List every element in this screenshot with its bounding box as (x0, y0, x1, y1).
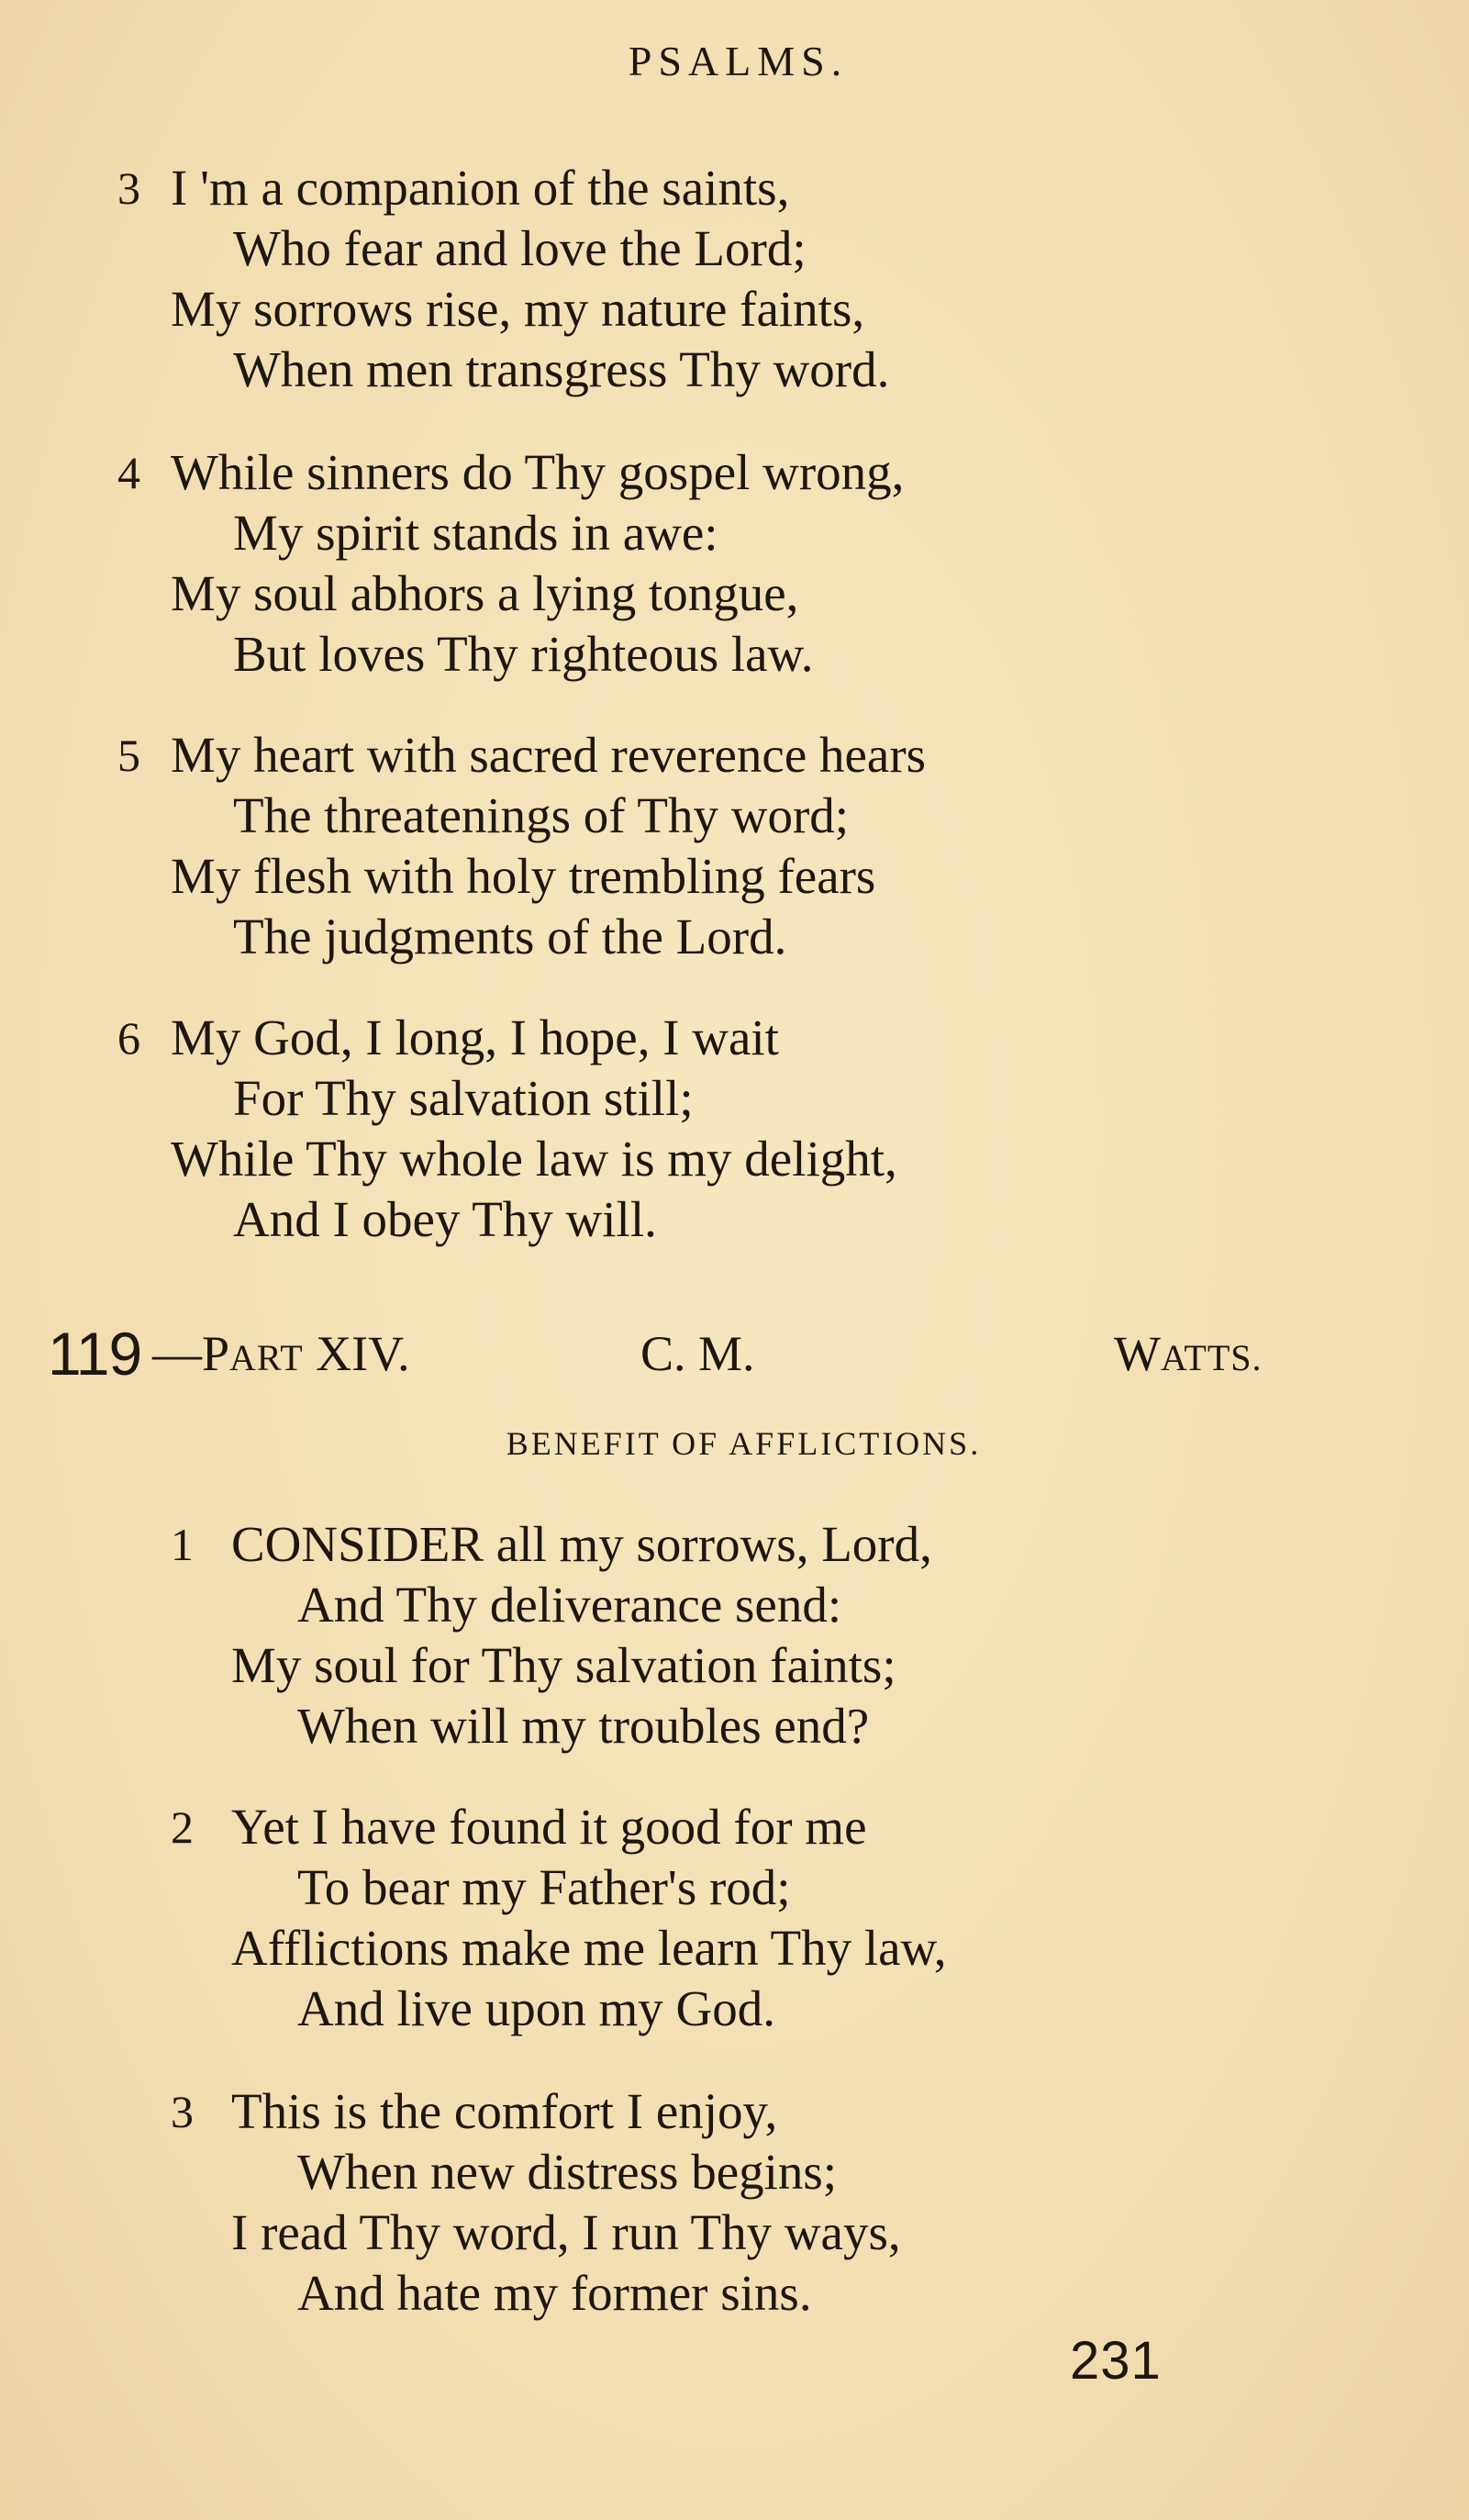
stanza-number: 1 (171, 1519, 194, 1570)
page-number: 231 (1070, 2331, 1162, 2391)
verse-line: Afflictions make me learn Thy law, (231, 1920, 947, 1976)
stanza-number: 6 (117, 1012, 140, 1064)
verse-line: And I obey Thy will. (233, 1191, 657, 1247)
meter: C. M. (640, 1326, 755, 1381)
hymn-subtitle: BENEFIT OF AFFLICTIONS. (506, 1425, 982, 1462)
verse-line: But loves Thy righteous law. (233, 626, 814, 682)
verse-line: The judgments of the Lord. (233, 909, 787, 965)
verse-line: Yet I have found it good for me (231, 1799, 867, 1855)
verse-line: For Thy salvation still; (233, 1070, 694, 1126)
verse-line: This is the comfort I enjoy, (231, 2083, 778, 2139)
author-initial: W (1114, 1326, 1161, 1381)
verse-line: Who fear and love the Lord; (233, 220, 807, 276)
verse-line: My soul abhors a lying tongue, (171, 565, 799, 621)
author-rest: ATTS. (1160, 1337, 1263, 1378)
verse-line: And live upon my God. (297, 1980, 775, 2036)
verse-line: I 'm a companion of the saints, (171, 160, 790, 216)
stanza-number: 2 (171, 1801, 194, 1853)
verse-line: When men transgress Thy word. (233, 341, 890, 397)
verse-line: My soul for Thy salvation faints; (231, 1637, 896, 1693)
verse-line: When will my troubles end? (297, 1698, 870, 1754)
verse-line: To bear my Father's rod; (297, 1859, 791, 1915)
running-header: PSALMS. (628, 38, 849, 84)
verse-line: When new distress begins; (297, 2144, 838, 2200)
part-initial: P (202, 1326, 230, 1381)
verse-line: While Thy whole law is my delight, (171, 1131, 897, 1187)
verse-line: My spirit stands in awe: (233, 505, 718, 561)
verse-line: CONSIDER all my sorrows, Lord, (231, 1516, 932, 1572)
part-rest: ART (229, 1337, 304, 1378)
part-label (152, 1321, 410, 1390)
verse-line: And hate my former sins. (297, 2265, 812, 2321)
stanza-number: 3 (171, 2086, 194, 2137)
part-numeral: XIV. (316, 1326, 410, 1381)
verse-line: My flesh with holy trembling fears (171, 848, 876, 904)
verse-line: I read Thy word, I run Thy ways, (231, 2204, 901, 2260)
stanza-number: 4 (117, 447, 140, 498)
author (1114, 1321, 1263, 1390)
verse-line: While sinners do Thy gospel wrong, (171, 444, 905, 500)
verse-line: My God, I long, I hope, I wait (171, 1009, 779, 1065)
stanza-number: 5 (117, 730, 140, 781)
verse-line: My heart with sacred reverence hears (171, 727, 927, 783)
verse-line: My sorrows rise, my nature faints, (171, 281, 865, 337)
verse-line: And Thy deliverance send: (297, 1577, 842, 1633)
verse-line: The threatenings of Thy word; (233, 787, 850, 843)
hymn-number: 119 (48, 1320, 142, 1388)
dash: — (152, 1326, 202, 1381)
stanza-number: 3 (117, 162, 140, 214)
